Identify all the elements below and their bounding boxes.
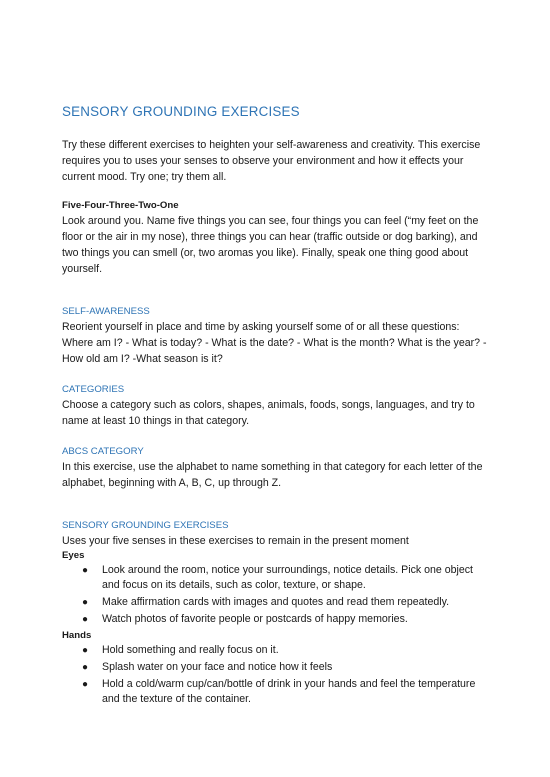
list-item-text: Make affirmation cards with images and quotes and read them repeatedly. [102, 596, 450, 608]
list-item [62, 677, 488, 707]
intro-paragraph: Try these different exercises to heighten your self-awareness and creativity. This exercise requires you to uses your senses to observe your environment and how it effects your current mood. Try one; try them all. [62, 139, 481, 183]
categories-paragraph: Choose a category such as colors, shapes, animals, foods, songs, languages, and try to name at least 10 things in that category. [62, 399, 475, 427]
categories-heading: CATEGORIES [62, 384, 125, 395]
bullet-icon: ● [82, 679, 89, 690]
list-item [62, 660, 488, 675]
five-four-paragraph: Look around you. Name five things you can see, four things you can feel (“my feet on the floor or the air in my nose), three things you can hear (traffic outside or dog barking), and two things you can smell (or, two aromas you like). Finally, speak one thing good about yourself. [62, 215, 479, 275]
eyes-heading: Eyes [62, 550, 85, 561]
list-item-text: Watch photos of favorite people or postcards of happy memories. [102, 613, 408, 625]
list-item-text: Splash water on your face and notice how it feels [102, 661, 333, 673]
spacer [62, 277, 488, 305]
hands-list [62, 643, 488, 707]
self-awareness-paragraph: Reorient yourself in place and time by asking yourself some of or all these questions: [62, 321, 460, 333]
list-item-text: Hold something and really focus on it. [102, 644, 279, 656]
abcs-heading: ABCS CATEGORY [62, 446, 144, 457]
bullet-icon: ● [82, 614, 89, 625]
sensory-paragraph: Uses your five senses in these exercises to remain in the present moment [62, 535, 409, 547]
spacer [62, 429, 488, 445]
self-awareness-questions: Where am I? - What is today? - What is the date? - What is the month? What is the year? - How old am I? -What season is it? [62, 337, 487, 365]
eyes-list [62, 563, 488, 627]
bullet-icon: ● [82, 565, 89, 576]
list-item [62, 612, 488, 627]
spacer [62, 491, 488, 519]
list-item-text: Look around the room, notice your surroundings, notice details. Pick one object and focus on its details, such as color, texture, or shape. [102, 564, 473, 591]
sensory-heading: SENSORY GROUNDING EXERCISES [62, 520, 229, 531]
page-title: SENSORY GROUNDING EXERCISES [62, 104, 300, 119]
bullet-icon: ● [82, 662, 89, 673]
self-awareness-heading: SELF-AWARENESS [62, 306, 150, 317]
five-four-heading: Five-Four-Three-Two-One [62, 200, 179, 211]
bullet-icon: ● [82, 645, 89, 656]
spacer [62, 367, 488, 383]
bullet-icon: ● [82, 597, 89, 608]
list-item-text: Hold a cold/warm cup/can/bottle of drink in your hands and feel the temperature and the texture of the container. [102, 678, 476, 705]
abcs-paragraph: In this exercise, use the alphabet to name something in that category for each letter of the alphabet, beginning with A, B, C, up through Z. [62, 461, 483, 489]
list-item [62, 563, 488, 593]
list-item [62, 595, 488, 610]
hands-heading: Hands [62, 630, 92, 641]
list-item [62, 643, 488, 658]
